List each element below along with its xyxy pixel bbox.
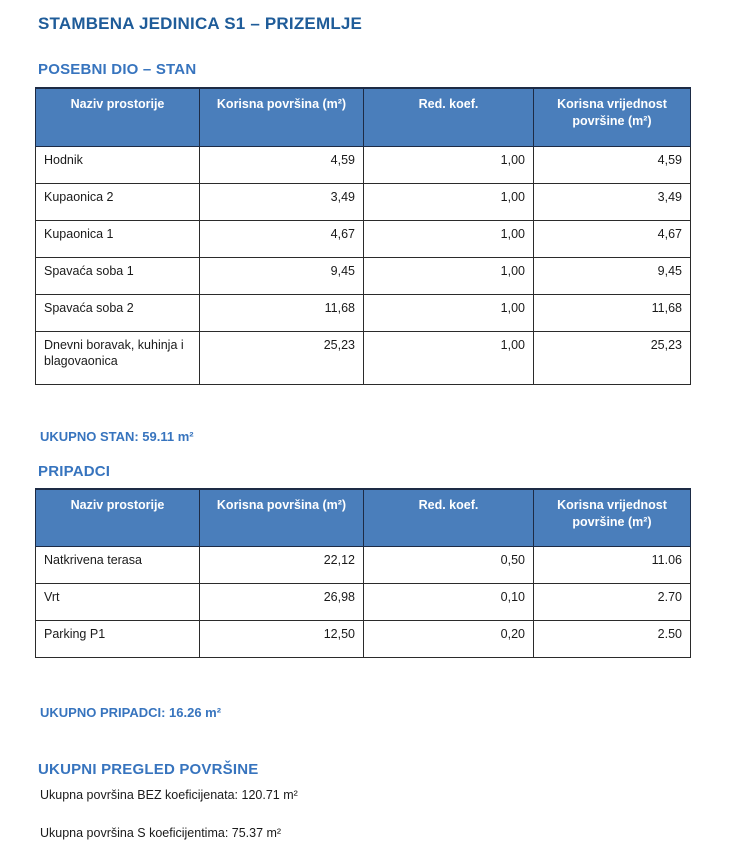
column-header: Korisna površina (m²) [200, 489, 364, 547]
column-header: Naziv prostorije [36, 489, 200, 547]
cell-value: 9,45 [200, 257, 364, 294]
cell-room-name: Kupaonica 2 [36, 183, 200, 220]
column-header: Red. koef. [364, 489, 534, 547]
section-heading-pripadci: PRIPADCI [38, 462, 111, 480]
cell-value: 1,00 [364, 257, 534, 294]
cell-value: 3,49 [534, 183, 691, 220]
cell-value: 2.70 [534, 584, 691, 621]
cell-value: 1,00 [364, 220, 534, 257]
cell-value: 3,49 [200, 183, 364, 220]
table-header-row [36, 88, 691, 146]
table-header-row [36, 489, 691, 547]
cell-value: 1,00 [364, 146, 534, 183]
cell-room-name: Hodnik [36, 146, 200, 183]
table-row [36, 294, 691, 331]
cell-value: 12,50 [200, 621, 364, 658]
total-stan: UKUPNO STAN: 59.11 m² [40, 428, 194, 444]
cell-value: 0,20 [364, 621, 534, 658]
cell-value: 11,68 [200, 294, 364, 331]
table-row [36, 220, 691, 257]
cell-value: 0,10 [364, 584, 534, 621]
summary-line-bez-koeficijenata: Ukupna površina BEZ koeficijenata: 120.71 m² [40, 788, 298, 802]
cell-value: 4,59 [534, 146, 691, 183]
cell-room-name: Natkrivena terasa [36, 547, 200, 584]
cell-value: 11.06 [534, 547, 691, 584]
cell-value: 2.50 [534, 621, 691, 658]
total-pripadci: UKUPNO PRIPADCI: 16.26 m² [40, 705, 222, 720]
cell-room-name: Vrt [36, 584, 200, 621]
table-row [36, 257, 691, 294]
cell-value: 0,50 [364, 547, 534, 584]
table-row [36, 584, 691, 621]
cell-value: 1,00 [364, 331, 534, 384]
table-row [36, 547, 691, 584]
cell-value: 25,23 [200, 331, 364, 384]
column-header: Red. koef. [364, 88, 534, 146]
cell-room-name: Parking P1 [36, 621, 200, 658]
cell-value: 25,23 [534, 331, 691, 384]
cell-value: 11,68 [534, 294, 691, 331]
section-heading-summary: UKUPNI PREGLED POVRŠINE [38, 761, 259, 778]
cell-value: 1,00 [364, 294, 534, 331]
column-header: Korisna površina (m²) [200, 88, 364, 146]
table-row [36, 621, 691, 658]
cell-room-name: Spavaća soba 2 [36, 294, 200, 331]
section-heading-stan: POSEBNI DIO – STAN [38, 61, 197, 78]
table-row [36, 146, 691, 183]
column-header: Naziv prostorije [36, 88, 200, 146]
table-row [36, 183, 691, 220]
table-pripadci [35, 488, 691, 659]
cell-room-name: Spavaća soba 1 [36, 257, 200, 294]
cell-value: 4,67 [200, 220, 364, 257]
cell-value: 26,98 [200, 584, 364, 621]
column-header: Korisna vrijednost površine (m²) [534, 88, 691, 146]
cell-value: 1,00 [364, 183, 534, 220]
cell-value: 4,67 [534, 220, 691, 257]
cell-value: 22,12 [200, 547, 364, 584]
table-stan [35, 87, 691, 385]
summary-line-s-koeficijentima: Ukupna površina S koeficijentima: 75.37 m² [40, 826, 282, 840]
page-title: STAMBENA JEDINICA S1 – PRIZEMLJE [38, 14, 363, 33]
cell-value: 4,59 [200, 146, 364, 183]
column-header: Korisna vrijednost površine (m²) [534, 489, 691, 547]
table-row [36, 331, 691, 384]
cell-value: 9,45 [534, 257, 691, 294]
cell-room-name: Kupaonica 1 [36, 220, 200, 257]
cell-room-name: Dnevni boravak, kuhinja i blagovaonica [36, 331, 200, 384]
